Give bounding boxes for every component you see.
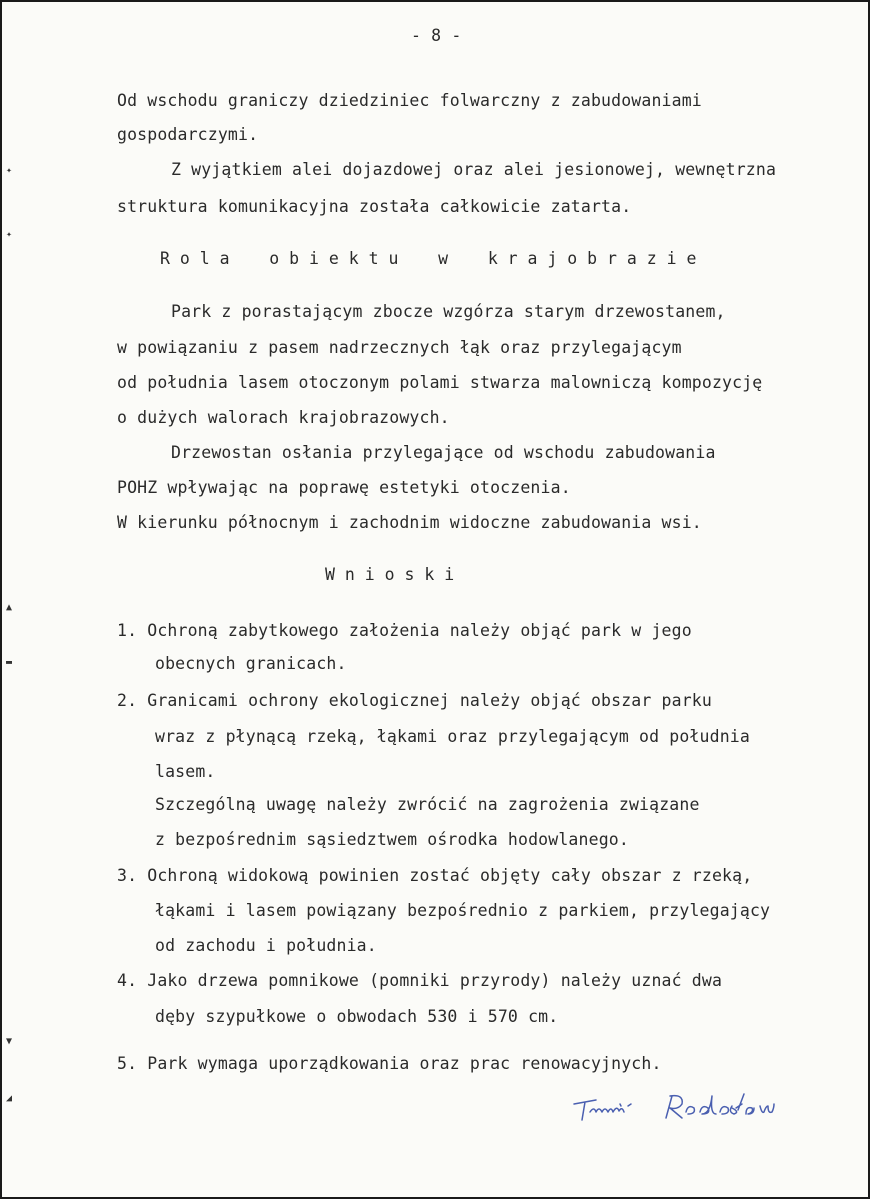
margin-mark: ▲ bbox=[6, 602, 13, 613]
list-item-1: 1. Ochroną zabytkowego założenia należy objąć park w jego bbox=[117, 621, 692, 640]
text-line: gospodarczymi. bbox=[117, 125, 259, 144]
list-item-2-cont: wraz z płynącą rzeką, łąkami oraz przylegającym od południa bbox=[155, 727, 750, 746]
list-item-1-cont: obecnych granicach. bbox=[155, 654, 347, 673]
handwritten-signature bbox=[570, 1082, 810, 1132]
text-line: W kierunku północnym i zachodnim widoczne zabudowania wsi. bbox=[117, 513, 702, 532]
list-item-2-cont: lasem. bbox=[155, 762, 216, 781]
list-item-3-cont: od zachodu i południa. bbox=[155, 936, 377, 955]
list-item-5: 5. Park wymaga uporządkowania oraz prac renowacyjnych. bbox=[117, 1054, 662, 1073]
margin-mark: ▼ bbox=[6, 1036, 13, 1047]
text-line: POHZ wpływając na poprawę estetyki otoczenia. bbox=[117, 478, 571, 497]
text-line: Drzewostan osłania przylegające od wschodu zabudowania bbox=[171, 443, 716, 462]
section-heading-rola: R o l a o b i e k t u w k r a j o b r a z i e bbox=[160, 249, 697, 268]
page-number: - 8 - bbox=[411, 26, 462, 45]
list-item-4-cont: dęby szypułkowe o obwodach 530 i 570 cm. bbox=[155, 1007, 559, 1026]
text-line: Od wschodu graniczy dziedziniec folwarczny z zabudowaniami bbox=[117, 91, 702, 110]
text-line: od południa lasem otoczonym polami stwarza malowniczą kompozycję bbox=[117, 373, 763, 392]
list-item-4: 4. Jako drzewa pomnikowe (pomniki przyrody) należy uznać dwa bbox=[117, 971, 723, 990]
margin-mark: ✦ bbox=[6, 229, 13, 240]
text-line: Park z porastającym zbocze wzgórza starym drzewostanem, bbox=[171, 302, 726, 321]
margin-mark: ◢ bbox=[6, 1093, 13, 1104]
section-heading-wnioski: W n i o s k i bbox=[325, 565, 455, 584]
list-item-2: 2. Granicami ochrony ekologicznej należy objąć obszar parku bbox=[117, 691, 712, 710]
text-line: o dużych walorach krajobrazowych. bbox=[117, 408, 450, 427]
list-item-2-cont: Szczególną uwagę należy zwrócić na zagrożenia związane bbox=[155, 795, 700, 814]
text-line: struktura komunikacyjna została całkowicie zatarta. bbox=[117, 197, 632, 216]
list-item-3: 3. Ochroną widokową powinien zostać objęty cały obszar z rzeką, bbox=[117, 866, 753, 885]
list-item-2-cont: z bezpośrednim sąsiedztwem ośrodka hodowlanego. bbox=[155, 830, 629, 849]
text-line: w powiązaniu z pasem nadrzecznych łąk oraz przylegającym bbox=[117, 338, 682, 357]
margin-mark: ▬ bbox=[6, 657, 13, 668]
list-item-3-cont: łąkami i lasem powiązany bezpośrednio z parkiem, przylegający bbox=[155, 901, 771, 920]
margin-mark: ✦ bbox=[6, 165, 13, 176]
text-line: Z wyjątkiem alei dojazdowej oraz alei jesionowej, wewnętrzna bbox=[171, 160, 777, 179]
